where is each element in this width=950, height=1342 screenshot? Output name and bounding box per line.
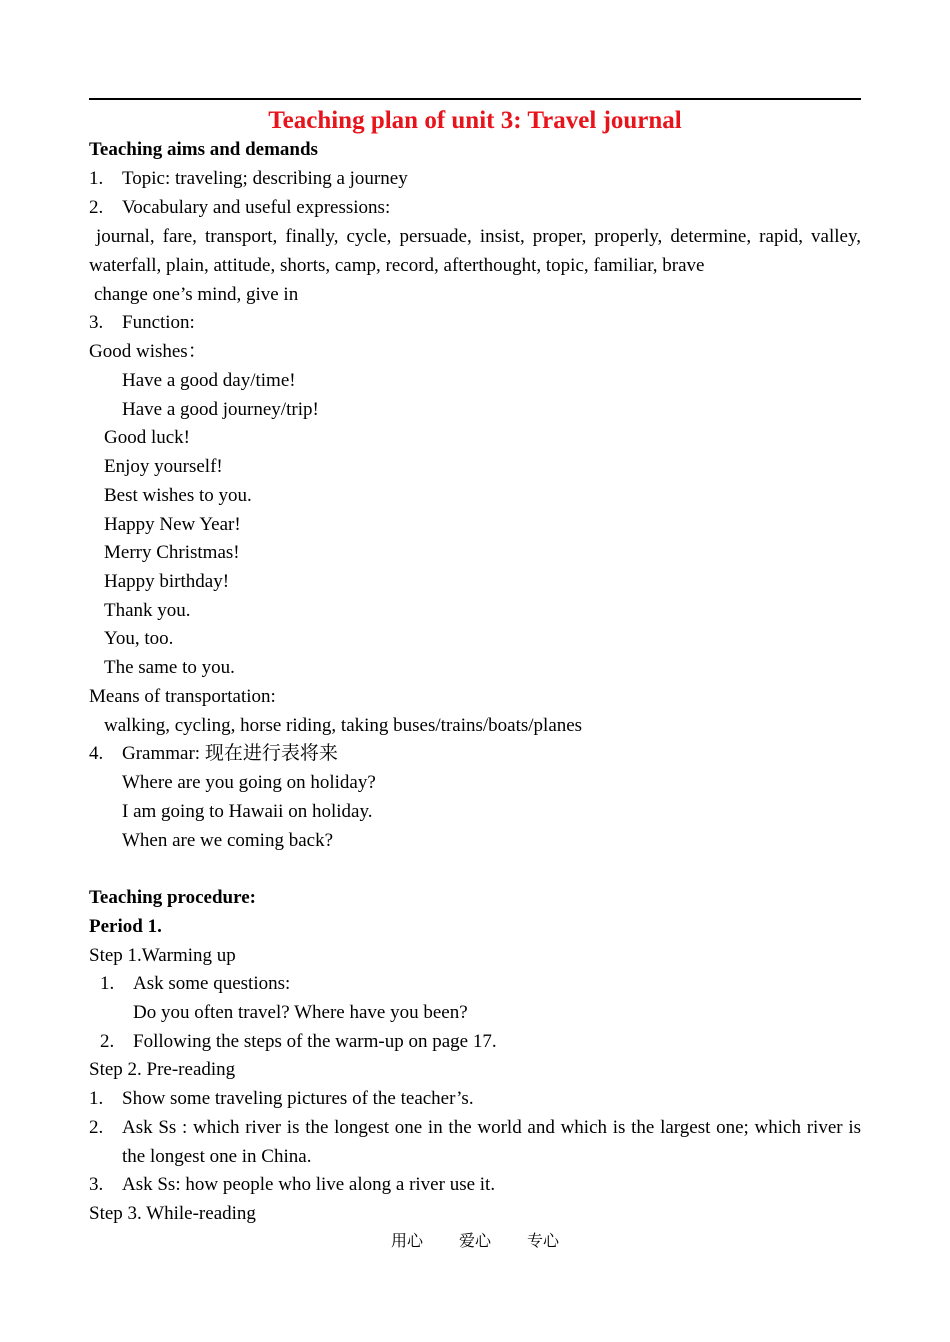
wish-item: You, too. [104,628,174,649]
aims-item-2-text: Vocabulary and useful expressions: [122,197,391,218]
aims-item-2-number: 2. [89,197,104,218]
procedure-heading: Teaching procedure: [89,887,256,908]
good-wishes-label: Good wishes： [89,341,207,362]
aims-item-3-number: 3. [89,312,104,333]
step-1-item-1-number: 1. [100,973,115,994]
step-2-item-2-number: 2. [89,1117,104,1138]
step-1-questions: Do you often travel? Where have you been? [133,1002,468,1023]
step-2-item-3-text: Ask Ss: how people who live along a river use it. [122,1174,496,1195]
footer-word: 爱心 [458,1233,491,1250]
step-1-item-1-text: Ask some questions: [133,973,291,994]
phrases-line: change one’s mind, give in [94,284,299,305]
step-1-item-2-text: Following the steps of the warm-up on page 17. [133,1031,497,1052]
wish-item: The same to you. [104,657,235,678]
step-2-item-1-number: 1. [89,1088,104,1109]
period-heading: Period 1. [89,916,162,937]
document-title: Teaching plan of unit 3: Travel journal [268,107,682,134]
wish-item: Merry Christmas! [104,542,240,563]
aims-item-1-number: 1. [89,168,104,189]
wish-item: Happy birthday! [104,571,230,592]
step-1-item-2-number: 2. [100,1031,115,1052]
vocabulary-line-1: journal, fare, transport, finally, cycle, persuade, insist, proper, properly, determine, rapid, valley, [96,226,861,247]
wish-item: Good luck! [104,427,191,448]
step-2-item-2-text: Ask Ss : which river is the longest one in the world and which is the largest one; which river is the longest one in China. [122,1117,861,1167]
transport-list: walking, cycling, horse riding, taking buses/trains/boats/planes [104,715,583,736]
aims-item-3-text: Function: [122,312,195,333]
step-2-item-3-number: 3. [89,1174,104,1195]
step-1-heading: Step 1.Warming up [89,945,236,966]
step-3-heading: Step 3. While-reading [89,1203,256,1224]
step-2-heading: Step 2. Pre-reading [89,1059,236,1080]
wish-item: Thank you. [104,600,191,621]
wish-item: Have a good day/time! [122,370,296,391]
vocabulary-line-2: waterfall, plain, attitude, shorts, camp, record, afterthought, topic, familiar, brave [89,255,705,276]
grammar-example: When are we coming back? [122,830,334,851]
wish-item: Enjoy yourself! [104,456,223,477]
grammar-example: I am going to Hawaii on holiday. [122,801,373,822]
grammar-example: Where are you going on holiday? [122,772,376,793]
wish-item: Have a good journey/trip! [122,399,319,420]
step-2-item-1-text: Show some traveling pictures of the teacher’s. [122,1088,474,1109]
footer-word: 用心 [390,1233,423,1250]
aims-heading: Teaching aims and demands [89,139,318,160]
aims-item-1-text: Topic: traveling; describing a journey [122,168,408,189]
footer-word: 专心 [527,1233,560,1250]
wish-item: Happy New Year! [104,514,241,535]
aims-item-4-number: 4. [89,743,104,764]
page-footer [0,1232,950,1252]
aims-item-4-text: Grammar: 现在进行表将来 [122,743,338,764]
header-rule [89,98,861,100]
wish-item: Best wishes to you. [104,485,252,506]
transport-label: Means of transportation: [89,686,276,707]
